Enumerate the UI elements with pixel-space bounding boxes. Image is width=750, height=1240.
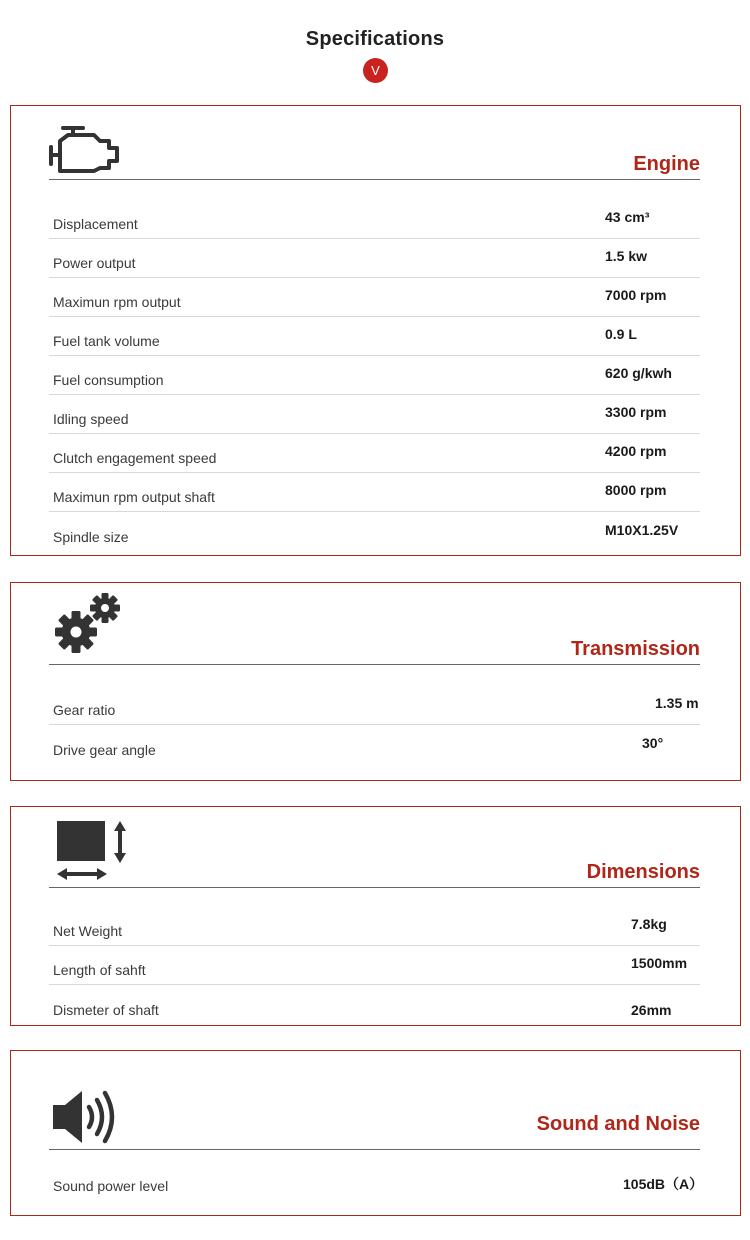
table-row — [49, 356, 700, 395]
row-value: 7.8kg — [631, 916, 667, 932]
row-value: 3300 rpm — [605, 404, 667, 420]
row-value: 1.5 kw — [605, 248, 648, 264]
table-row — [49, 473, 700, 512]
row-value: 1.35 m — [655, 695, 699, 711]
dimensions-rows — [49, 907, 700, 1024]
row-label: Displacement — [53, 216, 138, 232]
table-row — [49, 395, 700, 434]
table-row — [49, 907, 700, 946]
row-label: Fuel consumption — [53, 372, 164, 388]
table-row — [49, 512, 700, 551]
engine-card — [10, 105, 741, 556]
transmission-rows — [49, 686, 700, 764]
row-label: Power output — [53, 255, 136, 271]
row-label: Gear ratio — [53, 702, 116, 718]
dimensions-heading: Dimensions — [586, 861, 700, 883]
table-row — [49, 686, 700, 725]
table-row — [49, 278, 700, 317]
row-value: 1500mm — [631, 955, 688, 971]
gears-icon — [53, 591, 123, 659]
page-title: Specifications — [305, 28, 445, 50]
table-row — [49, 200, 700, 239]
table-row — [49, 434, 700, 473]
table-row — [49, 946, 700, 985]
row-label: Fuel tank volume — [53, 333, 160, 349]
row-value: 620 g/kwh — [605, 365, 672, 381]
row-label: Spindle size — [53, 529, 129, 545]
table-row — [49, 1169, 704, 1208]
transmission-heading-rule — [49, 664, 700, 665]
row-label: Drive gear angle — [53, 742, 156, 758]
dimensions-heading-rule — [49, 887, 700, 888]
engine-icon — [49, 126, 121, 174]
transmission-heading: Transmission — [571, 638, 700, 660]
row-label: Dismeter of shaft — [53, 1002, 159, 1018]
row-value: 43 cm³ — [605, 209, 650, 225]
row-value: 4200 rpm — [605, 443, 667, 459]
dimensions-card — [10, 806, 741, 1026]
sound-card — [10, 1050, 741, 1216]
row-label: Maximun rpm output shaft — [53, 489, 215, 505]
row-value: 30° — [642, 735, 664, 751]
sound-heading-rule — [49, 1149, 700, 1150]
row-value: 7000 rpm — [605, 287, 667, 303]
row-label: Idling speed — [53, 411, 129, 427]
dimensions-icon — [55, 819, 129, 883]
transmission-card — [10, 582, 741, 781]
engine-heading-rule — [49, 179, 700, 180]
table-row — [49, 317, 700, 356]
row-value: 105dB（A） — [623, 1176, 704, 1192]
row-label: Net Weight — [53, 923, 122, 939]
row-value: 8000 rpm — [605, 482, 667, 498]
engine-rows — [49, 200, 700, 551]
row-label: Clutch engagement speed — [53, 450, 217, 466]
v-badge: V — [363, 58, 388, 83]
engine-heading: Engine — [633, 153, 700, 175]
row-value: 0.9 L — [605, 326, 637, 342]
speaker-icon — [51, 1087, 119, 1147]
table-row — [49, 725, 700, 764]
row-label: Length of sahft — [53, 962, 146, 978]
row-value: 26mm — [631, 1002, 672, 1018]
table-row — [49, 985, 700, 1024]
row-label: Maximun rpm output — [53, 294, 181, 310]
row-label: Sound power level — [53, 1178, 169, 1194]
table-row — [49, 239, 700, 278]
sound-heading: Sound and Noise — [536, 1113, 700, 1135]
row-value: M10X1.25V — [605, 522, 679, 538]
sound-rows — [49, 1169, 704, 1208]
